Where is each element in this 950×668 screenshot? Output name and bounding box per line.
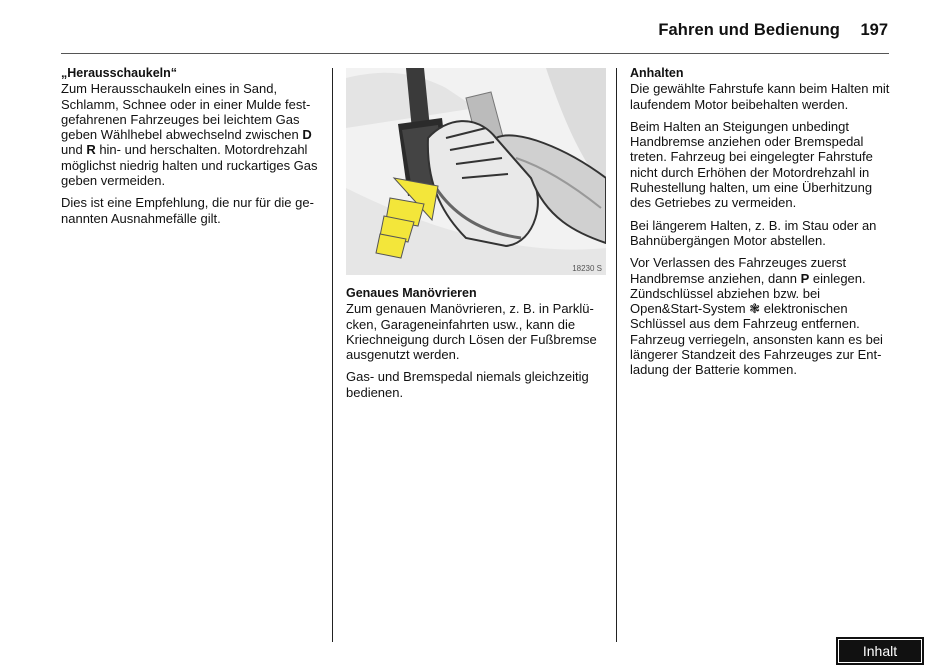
text-run: Zum Herausschaukeln eines in Sand, Schlamm, Schnee oder in einer Mulde festgefahrenen Fahrzeuges bei leichtem Gas geben Wählhebel abwechselnd zwischen xyxy=(61,81,311,143)
paragraph: Bei längerem Halten, z. B. im Stau oder an Bahnübergängen Motor abstellen. xyxy=(630,217,877,248)
text-run: Vor Verlassen des Fahrzeuges zuerst Handbremse anziehen, dann xyxy=(630,255,847,286)
paragraph: Beim Halten an Steigungen unbedingt Handbremse anziehen oder Bremspedal treten. Fahrzeug bei eingelegter Fahrstufe nicht durch Erhöhen der Motordrehzahl in Ruhestellung halten, um eine Überhitzung des Getriebes zu vermeiden. xyxy=(630,118,873,211)
text-run: elektronischen Schlüssel aus dem Fahrzeug entfernen. Fahrzeug verriegeln, ansonsten kann es bei längerer Standzeit des Fahrzeuges zur Entladung der Batterie kommen. xyxy=(630,301,883,378)
section-heading-anhalten: Anhalten xyxy=(630,66,684,80)
open-start-icon: ❃ xyxy=(749,301,761,317)
text-run: hin- und herschalten. Motordrehzahl möglichst niedrig halten und ruckartiges Gas geben vermeiden. xyxy=(61,142,318,189)
inhalt-button[interactable]: Inhalt xyxy=(836,637,924,665)
paragraph xyxy=(61,81,323,188)
paragraph: Zum genauen Manövrieren, z. B. in Parklücken, Garageneinfahrten usw., kann die Kriechneigung durch Lösen der Fußbremse ausgenutzt werden. xyxy=(346,301,597,363)
column-divider-2 xyxy=(616,68,617,642)
text-run: und xyxy=(61,142,87,158)
section-heading-manoevrieren: Genaues Manövrieren xyxy=(346,286,477,300)
gear-d-label: D xyxy=(302,127,312,143)
text-run: einlegen. Zündschlüssel abziehen bzw. bei Open&Start-System xyxy=(630,270,866,317)
paragraph: Dies ist eine Empfehlung, die nur für die genannten Ausnahmefälle gilt. xyxy=(61,195,314,226)
column-divider-1 xyxy=(332,68,333,642)
column-1 xyxy=(61,66,323,233)
figure-code: 18230 S xyxy=(572,264,602,273)
paragraph xyxy=(630,255,892,377)
paragraph: Die gewählte Fahrstufe kann beim Halten mit laufendem Motor beibehalten werden. xyxy=(630,81,890,112)
paragraph: Gas- und Bremspedal niemals gleichzeitig bedienen. xyxy=(346,369,589,400)
gear-p-label: P xyxy=(800,270,810,286)
section-heading-herausschaukeln: „Herausschaukeln“ xyxy=(61,66,178,80)
gear-r-label: R xyxy=(86,142,96,158)
column-3 xyxy=(630,66,892,385)
column-2 xyxy=(346,286,608,407)
pedal-illustration xyxy=(346,68,606,275)
page-number: 197 xyxy=(860,21,888,39)
foot-on-pedal-icon xyxy=(346,68,606,275)
header-divider xyxy=(61,53,889,54)
chapter-title: Fahren und Bedienung xyxy=(658,21,840,39)
